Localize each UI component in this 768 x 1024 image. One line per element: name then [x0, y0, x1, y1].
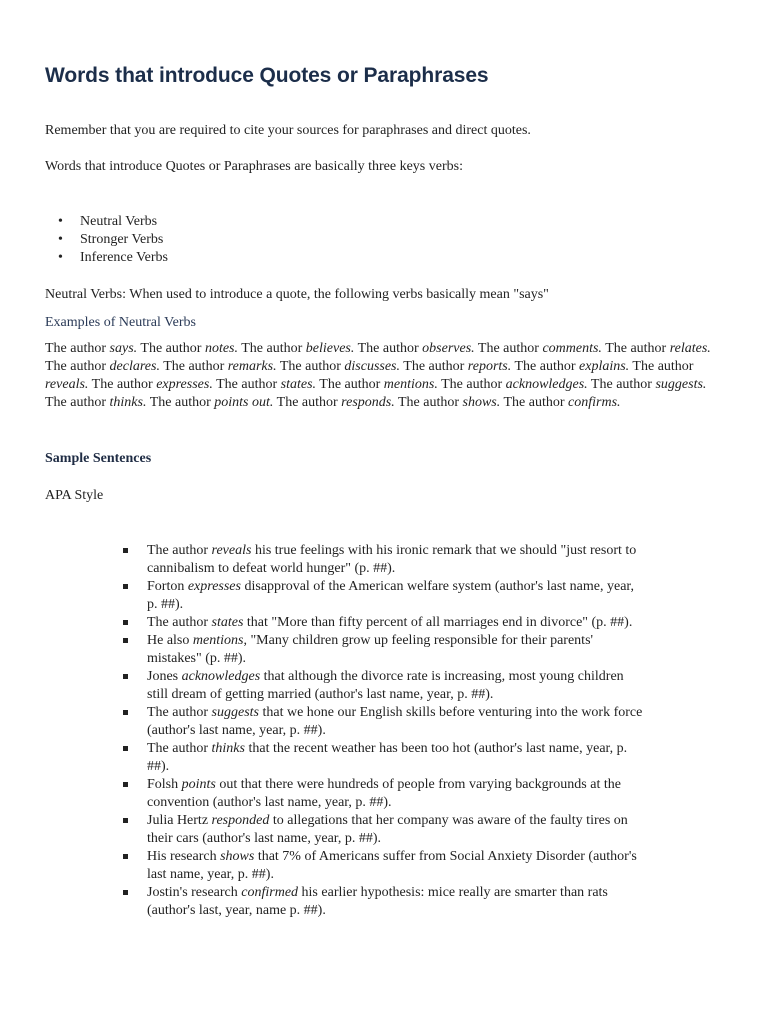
neutral-verb: reveals. — [45, 377, 89, 392]
example-prefix: The author — [216, 377, 281, 392]
sentence-end: to allegations that her company was aware of the faulty tires on their cars (author's last name, year, p. ##). — [147, 813, 628, 846]
sentence-end: that we hone our English skills before venturing into the work force (author's last name, year, p. ##). — [147, 705, 643, 738]
sample-sentence — [123, 812, 643, 848]
neutral-verb: explains. — [579, 359, 630, 374]
example-prefix: The author — [276, 395, 342, 410]
example-prefix: The author — [441, 377, 506, 392]
square-bullet-icon — [123, 746, 128, 751]
square-bullet-icon — [123, 620, 128, 625]
neutral-verb: thinks. — [109, 395, 147, 410]
neutral-verb: observes. — [422, 341, 475, 356]
sentence-verb: expresses — [187, 579, 241, 594]
sentence-start: The author — [147, 543, 212, 558]
list-item: • Inference Verbs — [58, 250, 168, 265]
neutral-verb: declares. — [109, 359, 160, 374]
intro-paragraph: Remember that you are required to cite your sources for paraphrases and direct quotes. — [45, 123, 531, 138]
neutral-verb: states. — [280, 377, 317, 392]
list-item: • Neutral Verbs — [58, 214, 158, 229]
example-prefix: The author — [149, 395, 215, 410]
sentence-verb: thinks — [211, 741, 245, 756]
sentence-end: , "Many children grow up feeling responsible for their parents' mistakes" (p. ##). — [147, 633, 594, 666]
sample-sentence — [123, 632, 643, 668]
sentence-verb: suggests — [211, 705, 259, 720]
square-bullet-icon — [123, 638, 128, 643]
sentence-end: disapproval of the American welfare system (author's last name, year, p. ##). — [147, 579, 635, 612]
example-prefix: The author — [590, 377, 656, 392]
neutral-verb: believes. — [305, 341, 355, 356]
neutral-verb: confirms. — [568, 395, 621, 410]
example-prefix: The author — [632, 359, 694, 374]
example-prefix: The author — [241, 341, 306, 356]
example-prefix: The author — [45, 359, 110, 374]
example-prefix: The author — [140, 341, 205, 356]
example-prefix: The author — [91, 377, 157, 392]
sentence-verb: points — [181, 777, 216, 792]
sample-sentence — [123, 614, 643, 632]
sentence-start: Julia Hertz — [147, 813, 212, 828]
neutral-verb: discusses. — [344, 359, 401, 374]
sentence-start: Forton — [147, 579, 188, 594]
sample-sentences-heading: Sample Sentences — [45, 451, 152, 466]
apa-style-label: APA Style — [45, 488, 104, 503]
sample-sentences-list — [123, 542, 643, 920]
sentence-start: The author — [147, 705, 212, 720]
sample-sentence — [123, 578, 643, 614]
verb-types-list — [58, 213, 168, 267]
bullet-icon: • — [58, 214, 63, 229]
example-prefix: The author — [319, 377, 384, 392]
example-prefix: The author — [163, 359, 228, 374]
square-bullet-icon — [123, 782, 128, 787]
neutral-verb: notes. — [204, 341, 238, 356]
sample-sentence — [123, 542, 643, 578]
sentence-start: His research — [147, 849, 221, 864]
sentence-start: Jones — [147, 669, 182, 684]
example-prefix: The author — [45, 341, 110, 356]
sentence-end: that "More than fifty percent of all marriages end in divorce" (p. ##). — [243, 615, 633, 630]
sentence-start: The author — [147, 741, 212, 756]
sentence-end: his earlier hypothesis: mice really are smarter than rats (author's last, year, name p. ##). — [147, 885, 608, 918]
sample-sentence — [123, 704, 643, 740]
square-bullet-icon — [123, 818, 128, 823]
neutral-verb: points out. — [214, 395, 274, 410]
sentence-start: The author — [147, 615, 212, 630]
neutral-verb: comments. — [542, 341, 602, 356]
sentence-verb: reveals — [211, 543, 252, 558]
sentence-end: that although the divorce rate is increasing, most young children still dream of getting married (author's last name, year, p. ##). — [147, 669, 624, 702]
list-item: • Stronger Verbs — [58, 232, 164, 247]
example-prefix: The author — [279, 359, 345, 374]
neutral-verb: acknowledges. — [505, 377, 588, 392]
square-bullet-icon — [123, 674, 128, 679]
examples-heading: Examples of Neutral Verbs — [45, 315, 196, 330]
bullet-icon: • — [58, 250, 63, 265]
square-bullet-icon — [123, 890, 128, 895]
sentence-end: out that there were hundreds of people from varying backgrounds at the convention (author's last name, year, p. ##). — [147, 777, 621, 810]
sentence-verb: states — [211, 615, 244, 630]
example-prefix: The author — [514, 359, 580, 374]
example-prefix: The author — [357, 341, 423, 356]
sentence-start: Jostin's research — [147, 885, 242, 900]
page-title: Words that introduce Quotes or Paraphrases — [45, 64, 489, 87]
sentence-end: that 7% of Americans suffer from Social Anxiety Disorder (author's last name, year, p. ##). — [147, 849, 637, 882]
sentence-verb: responded — [211, 813, 270, 828]
neutral-verb: says. — [109, 341, 138, 356]
square-bullet-icon — [123, 854, 128, 859]
sentence-start: He also — [147, 633, 193, 648]
square-bullet-icon — [123, 548, 128, 553]
verbs-intro-paragraph: Words that introduce Quotes or Paraphrases are basically three keys verbs: — [45, 159, 463, 174]
example-prefix: The author — [397, 395, 463, 410]
neutral-verb: expresses. — [156, 377, 213, 392]
neutral-verb: responds. — [341, 395, 395, 410]
bullet-icon: • — [58, 232, 63, 247]
sentence-verb: shows — [220, 849, 255, 864]
sample-sentence — [123, 776, 643, 812]
neutral-verbs-examples — [45, 340, 725, 412]
neutral-verb: shows. — [462, 395, 501, 410]
neutral-verb: mentions. — [383, 377, 438, 392]
example-prefix: The author — [477, 341, 543, 356]
sample-sentence — [123, 848, 643, 884]
neutral-verb: suggests. — [655, 377, 707, 392]
sample-sentence — [123, 884, 643, 920]
example-prefix: The author — [503, 395, 569, 410]
neutral-verb: reports. — [467, 359, 512, 374]
sentence-end: that the recent weather has been too hot (author's last name, year, p. ##). — [147, 741, 628, 774]
neutral-verbs-definition: Neutral Verbs: When used to introduce a quote, the following verbs basically mean "says" — [45, 287, 549, 302]
example-prefix: The author — [45, 395, 110, 410]
sample-sentence — [123, 740, 643, 776]
sentence-verb: mentions — [192, 633, 244, 648]
sentence-end: his true feelings with his ironic remark that we should "just resort to cannibalism to defeat world hunger" (p. ##). — [147, 543, 637, 576]
sentence-start: Folsh — [147, 777, 182, 792]
neutral-verb: remarks. — [227, 359, 277, 374]
example-prefix: The author — [403, 359, 468, 374]
example-prefix: The author — [605, 341, 670, 356]
sentence-verb: acknowledges — [181, 669, 261, 684]
sentence-verb: confirmed — [241, 885, 299, 900]
square-bullet-icon — [123, 584, 128, 589]
sample-sentence — [123, 668, 643, 704]
square-bullet-icon — [123, 710, 128, 715]
neutral-verb: relates. — [669, 341, 711, 356]
